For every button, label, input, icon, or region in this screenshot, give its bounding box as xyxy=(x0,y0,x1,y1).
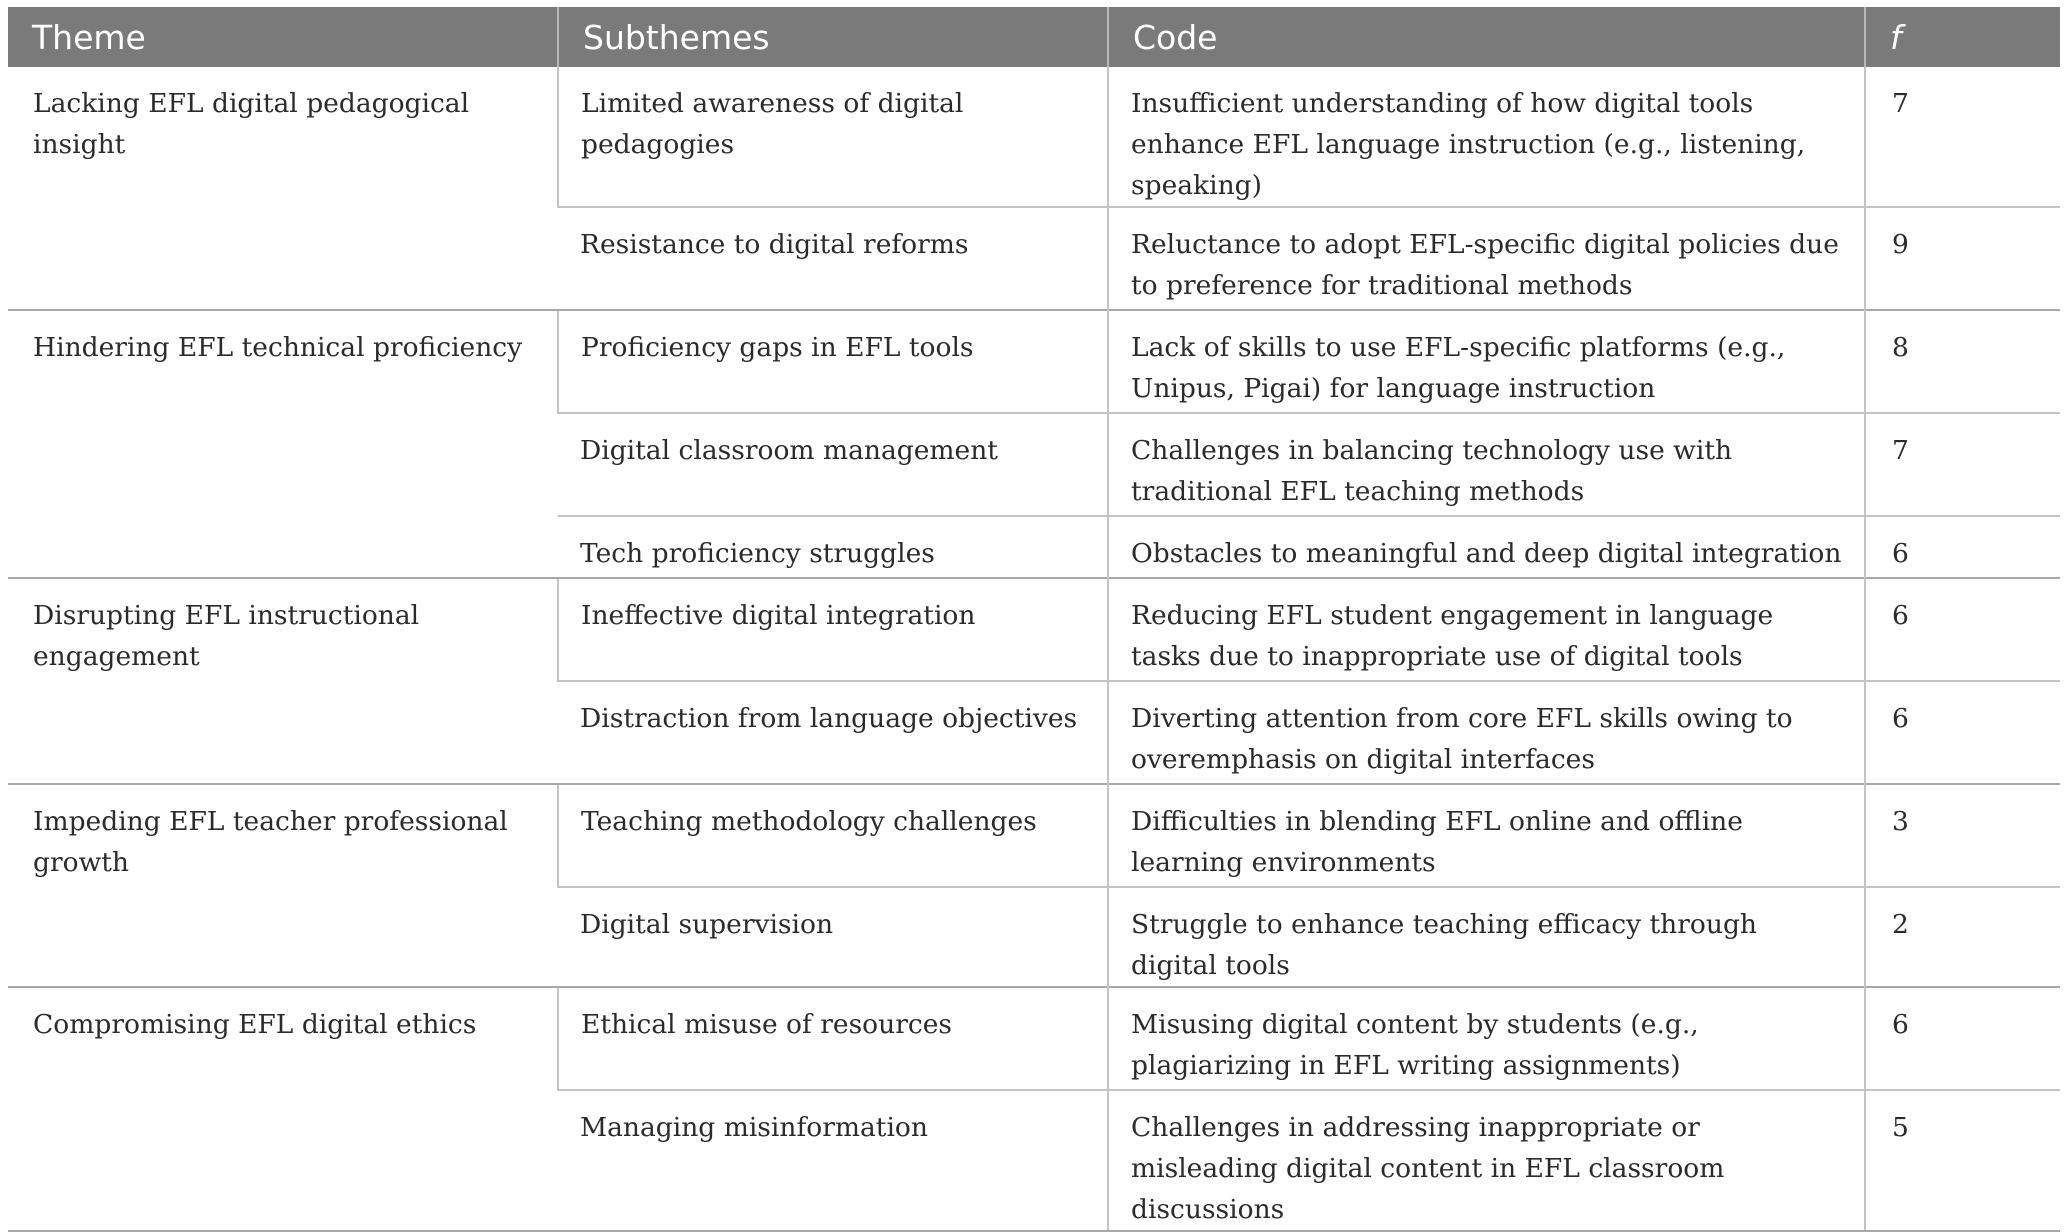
code-cell: Reducing EFL student engagement in language tasks due to inappropriate use of digital tools xyxy=(1108,578,1865,681)
frequency-cell: 8 xyxy=(1865,310,2060,413)
frequency-cell: 7 xyxy=(1865,413,2060,516)
code-cell: Difficulties in blending EFL online and offline learning environments xyxy=(1108,784,1865,887)
subtheme-cell: Digital supervision xyxy=(558,887,1108,987)
frequency-cell: 2 xyxy=(1865,887,2060,987)
header-theme: Theme xyxy=(8,7,558,67)
code-cell: Obstacles to meaningful and deep digital integration xyxy=(1108,516,1865,578)
subtheme-cell: Ethical misuse of resources xyxy=(558,987,1108,1090)
subtheme-cell: Digital classroom management xyxy=(558,413,1108,516)
table-row xyxy=(8,987,2060,1090)
code-cell: Misusing digital content by students (e.g., plagiarizing in EFL writing assignments) xyxy=(1108,987,1865,1090)
subtheme-cell: Teaching methodology challenges xyxy=(558,784,1108,887)
code-cell: Struggle to enhance teaching efficacy through digital tools xyxy=(1108,887,1865,987)
table-row xyxy=(8,578,2060,681)
theme-cell: Compromising EFL digital ethics xyxy=(8,987,558,1231)
code-cell: Insufficient understanding of how digital tools enhance EFL language instruction (e.g., listening, speaking) xyxy=(1108,67,1865,207)
theme-cell: Disrupting EFL instructional engagement xyxy=(8,578,558,784)
frequency-cell: 6 xyxy=(1865,516,2060,578)
theme-cell: Lacking EFL digital pedagogical insight xyxy=(8,67,558,310)
table-row xyxy=(8,310,2060,413)
frequency-cell: 9 xyxy=(1865,207,2060,310)
frequency-cell: 7 xyxy=(1865,67,2060,207)
subtheme-cell: Distraction from language objectives xyxy=(558,681,1108,784)
subtheme-cell: Tech proficiency struggles xyxy=(558,516,1108,578)
code-cell: Diverting attention from core EFL skills owing to overemphasis on digital interfaces xyxy=(1108,681,1865,784)
table-row xyxy=(8,784,2060,887)
subtheme-cell: Managing misinformation xyxy=(558,1090,1108,1231)
frequency-cell: 5 xyxy=(1865,1090,2060,1231)
header-frequency: f xyxy=(1865,7,2060,67)
subtheme-cell: Ineffective digital integration xyxy=(558,578,1108,681)
table-row xyxy=(8,67,2060,207)
frequency-cell: 6 xyxy=(1865,681,2060,784)
code-cell: Lack of skills to use EFL-specific platforms (e.g., Unipus, Pigai) for language instruction xyxy=(1108,310,1865,413)
themes-table xyxy=(8,7,2060,1232)
frequency-cell: 6 xyxy=(1865,578,2060,681)
frequency-cell: 3 xyxy=(1865,784,2060,887)
subtheme-cell: Limited awareness of digital pedagogies xyxy=(558,67,1108,207)
theme-cell: Impeding EFL teacher professional growth xyxy=(8,784,558,987)
header-subthemes: Subthemes xyxy=(558,7,1108,67)
code-cell: Reluctance to adopt EFL-specific digital policies due to preference for traditional methods xyxy=(1108,207,1865,310)
subtheme-cell: Proficiency gaps in EFL tools xyxy=(558,310,1108,413)
header-row xyxy=(8,7,2060,67)
header-code: Code xyxy=(1108,7,1865,67)
frequency-cell: 6 xyxy=(1865,987,2060,1090)
subtheme-cell: Resistance to digital reforms xyxy=(558,207,1108,310)
code-cell: Challenges in balancing technology use with traditional EFL teaching methods xyxy=(1108,413,1865,516)
theme-cell: Hindering EFL technical proficiency xyxy=(8,310,558,578)
code-cell: Challenges in addressing inappropriate or misleading digital content in EFL classroom discussions xyxy=(1108,1090,1865,1231)
